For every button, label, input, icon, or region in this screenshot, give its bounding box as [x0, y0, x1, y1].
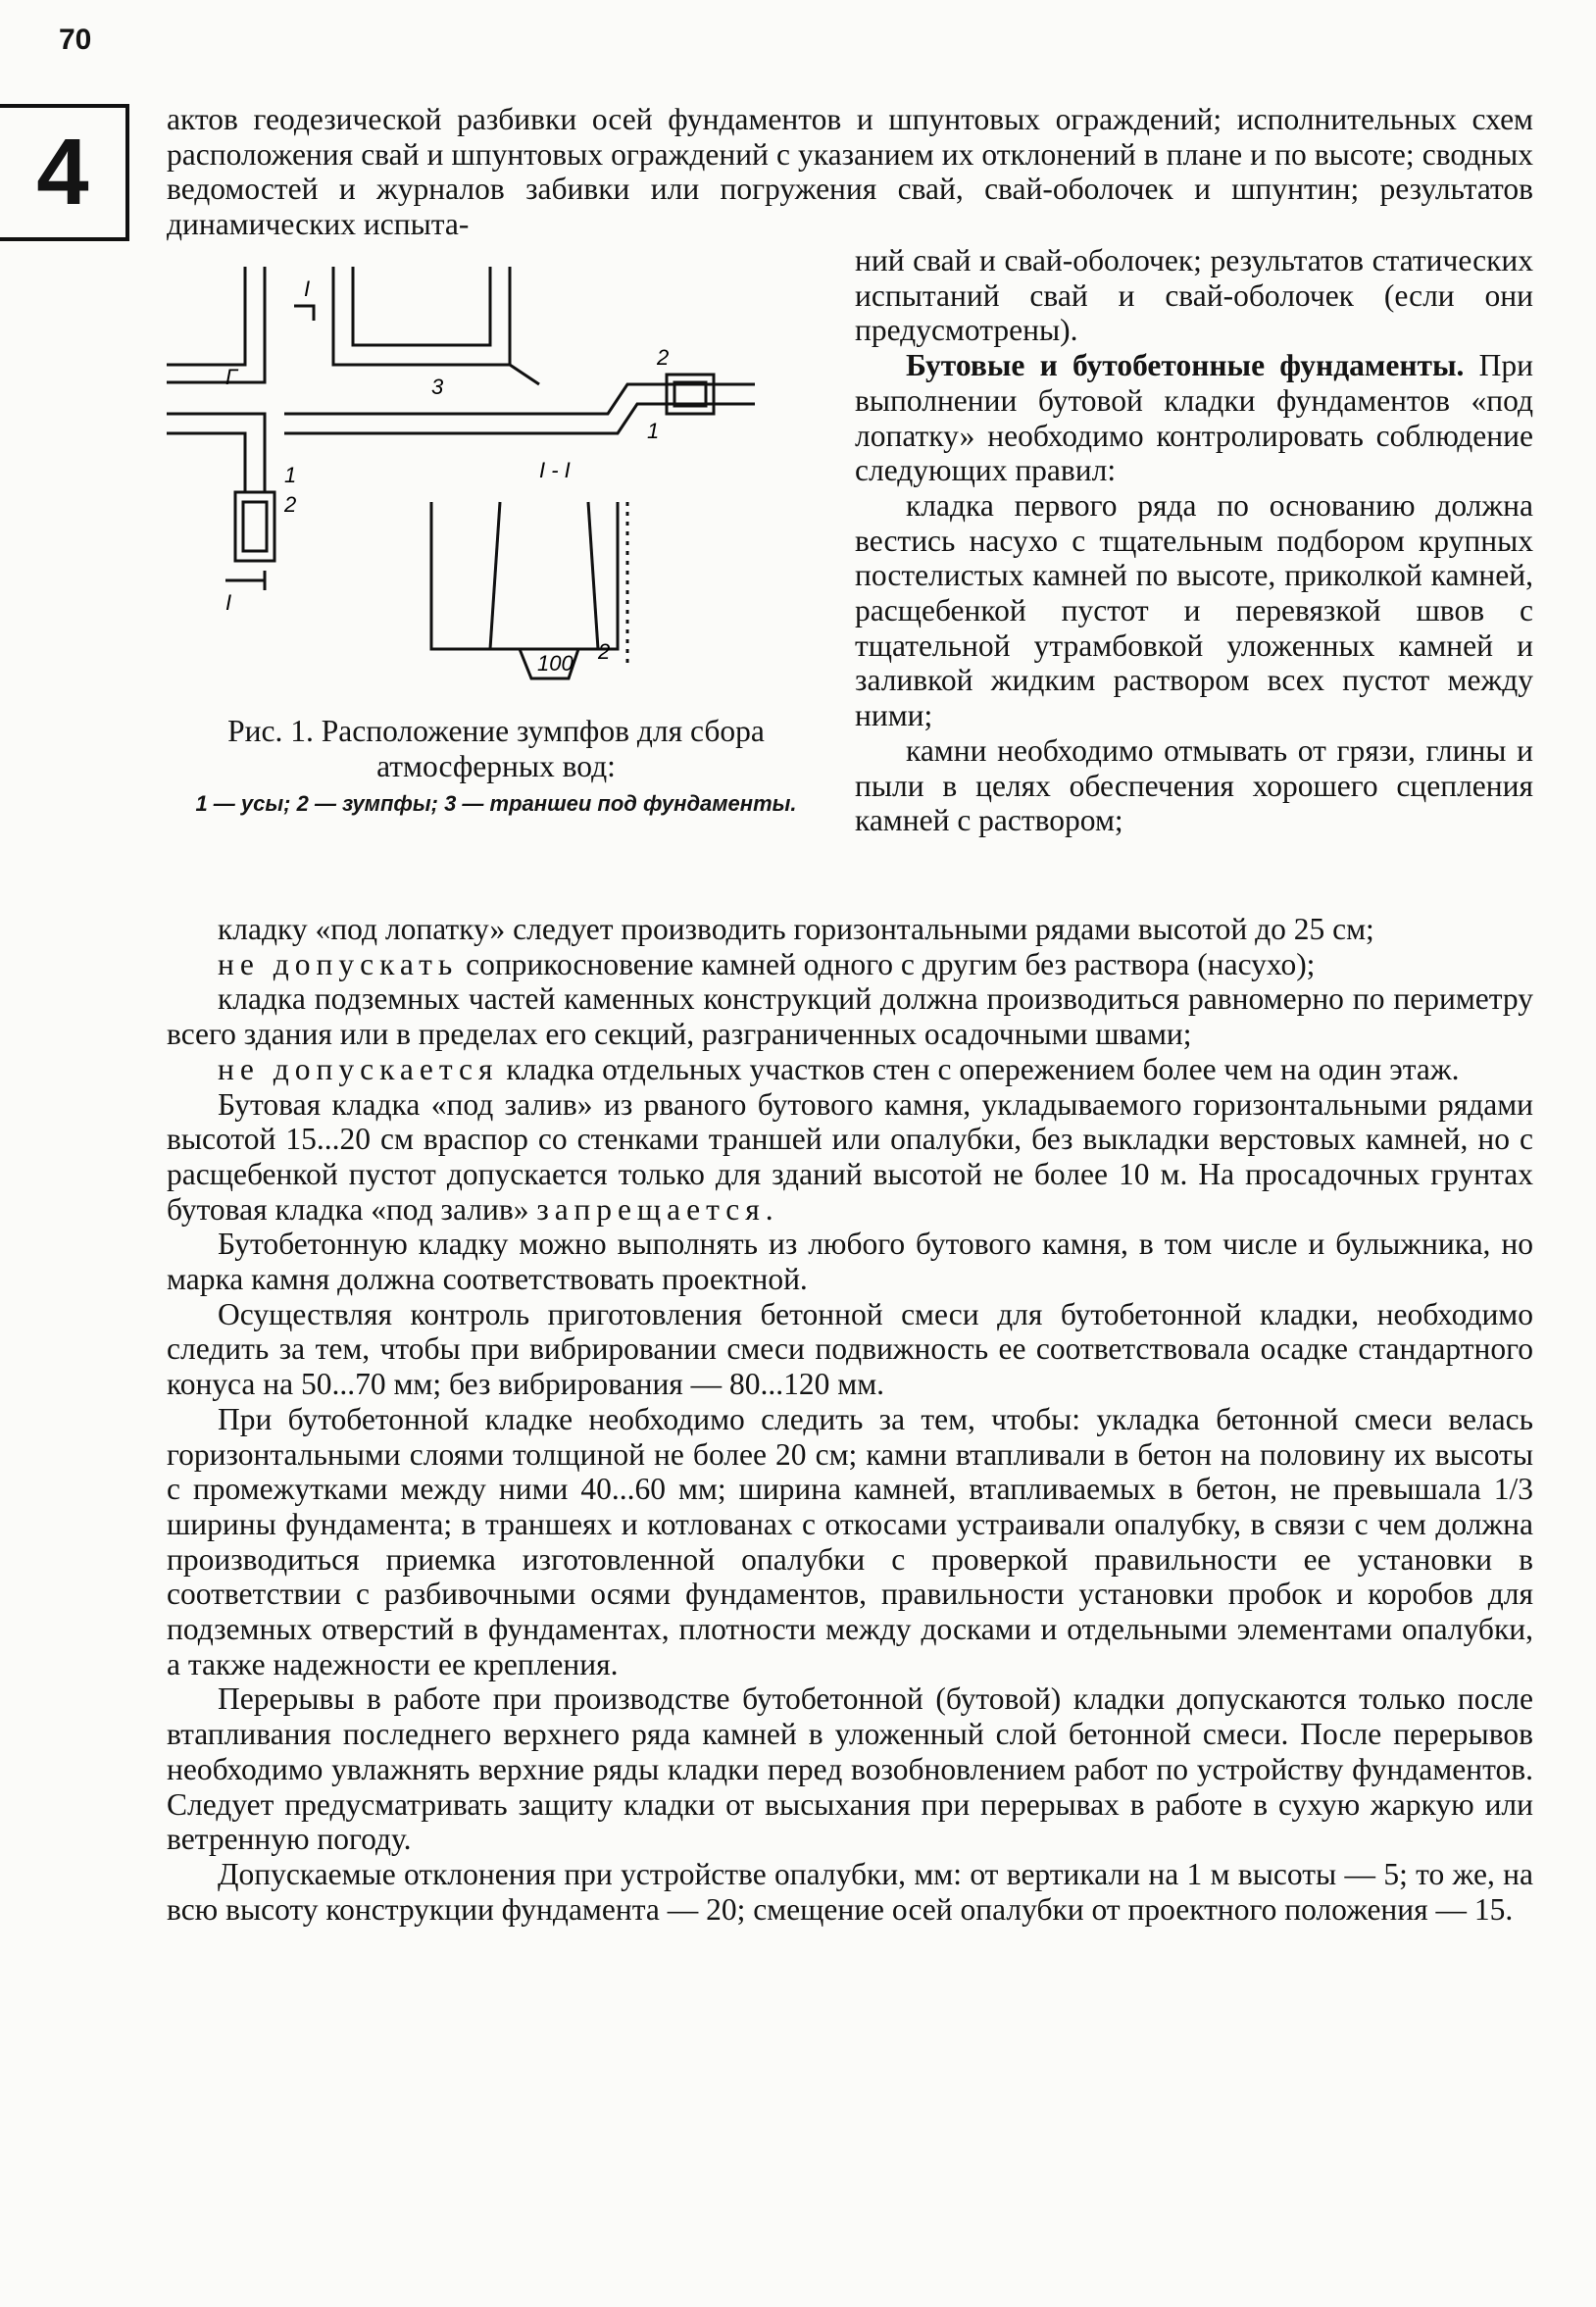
- trench-plan-diagram: [167, 267, 825, 718]
- pour-masonry-text: Бутовая кладка «под залив» из рваного бутового камня, укладываемого горизонтальными рядами высотой 15...20 см враспор со стенками траншей или опалубки, без выкладки верстовых камней, но с расщебенкой пустот допускается только для зданий высотой не более 10 м. На просадочных грунтах бутовая кладка «под залив»: [167, 1086, 1533, 1227]
- right-column-text: [855, 243, 1533, 838]
- chapter-tab: 4: [0, 104, 129, 241]
- dimension-100: 100: [537, 651, 574, 676]
- page-number: 70: [59, 24, 92, 56]
- section-mark-top: I: [304, 276, 311, 301]
- rule-no-advance: [167, 1052, 1533, 1087]
- label-3: 3: [431, 375, 444, 399]
- paragraph-rubble-concrete: Бутобетонную кладку можно выполнять из любого бутового камня, в том числе и булыжника, но марка камня должна соответствовать проектной.: [167, 1227, 1533, 1297]
- emphasis-prohibited: запрещается: [536, 1191, 766, 1227]
- caption-title: Рис. 1. Расположение зумпфов для сбора атмосферных вод:: [227, 714, 765, 783]
- paragraph-work-breaks: Перерывы в работе при производстве бутобетонной (бутовой) кладки допускаются только после втапливания последнего верхнего ряда камней в уложенный слой бетонной смеси. После перерывов необходимо увлажнять верхние ряды кладки перед возобновлением работ по устройству фундаментов. Следует предусматривать защиту кладки от высыхания при перерывах в работе в сухую жаркую или ветренную погоду.: [167, 1681, 1533, 1857]
- rule-no-dry-contact: [167, 947, 1533, 982]
- label-g: Г: [225, 365, 237, 389]
- section-heading-rest: При выполнении бутовой кладки фундаментов «под лопатку» необходимо контролировать соблюдение следующих правил:: [855, 348, 1534, 488]
- pour-masonry-end: .: [765, 1191, 773, 1227]
- section-heading: Бутовые и бутобетонные фундаменты.: [906, 348, 1465, 383]
- label-2-left: 2: [284, 492, 297, 517]
- paragraph-tolerances: Допускаемые отклонения при устройстве опалубки, мм: от вертикали на 1 м высоты — 5; то же, на всю высоту конструкции фундамента — 20; смещение осей опалубки от проектного положения — 15.: [167, 1856, 1533, 1927]
- section-mark-bottom: I: [225, 590, 232, 615]
- rule-no-dry-contact-text: соприкосновение камней одного с другим без раствора (насухо);: [458, 946, 1316, 981]
- label-1-left: 1: [284, 463, 297, 487]
- paragraph-pour-masonry: [167, 1087, 1533, 1228]
- emphasis-not-permitted: не допускается: [218, 1051, 499, 1086]
- intro-text: [167, 102, 1533, 242]
- label-2-section: 2: [598, 639, 611, 664]
- trench-sump-figure: [167, 267, 825, 718]
- main-text: [167, 912, 1533, 1927]
- intro-paragraph: актов геодезической разбивки осей фундаментов и шпунтовых ограждений; исполнительных схем расположения свай и шпунтовых ограждений с указанием их отклонений в плане и по высоте; сводных ведомостей и журналов забивки или погружения свай, свай-оболочек и шпунтин; результатов динамических испыта-: [167, 102, 1533, 242]
- emphasis-not-allow: не допускать: [218, 946, 459, 981]
- intro-continuation: ний свай и свай-оболочек; результатов статических испытаний свай и свай-оболочек (если они предусмотрены).: [855, 243, 1533, 348]
- rule-first-row: кладка первого ряда по основанию должна вестись насухо с тщательным подбором крупных постелистых камней по высоте, приколкой камней, расщебенкой пустот и перевязкой швов с тщательной утрамбовкой уложенных камней и заливкой жидким раствором всех пустот между ними;: [855, 487, 1533, 733]
- paragraph-mix-control: Осуществляя контроль приготовления бетонной смеси для бутобетонной кладки, необходимо следить за тем, чтобы при вибрировании смеси подвижность ее соответствовала осадке стандартного конуса на 50...70 мм; без вибрирования — 80...120 мм.: [167, 1296, 1533, 1402]
- section-label: I - I: [539, 458, 571, 482]
- rule-horizontal-rows: кладку «под лопатку» следует производить горизонтальными рядами высотой до 25 см;: [218, 912, 1374, 946]
- rule-wash-stones: камни необходимо отмывать от грязи, глины и пыли в целях обеспечения хорошего сцепления камней с раствором;: [855, 732, 1533, 838]
- rule-no-advance-text: кладка отдельных участков стен с опережением более чем на один этаж.: [498, 1051, 1460, 1086]
- section-heading-paragraph: [855, 348, 1533, 488]
- caption-legend: 1 — усы; 2 — зумпфы; 3 — траншеи под фундаменты.: [195, 791, 797, 816]
- label-2-top: 2: [657, 345, 670, 370]
- label-1-right: 1: [647, 419, 660, 443]
- figure-caption: [167, 714, 825, 817]
- rule-underground-parts: кладка подземных частей каменных конструкций должна производиться равномерно по периметру всего здания или в пределах его секций, разграниченных осадочными швами;: [167, 981, 1533, 1052]
- paragraph-laying-checks: При бутобетонной кладке необходимо следить за тем, чтобы: укладка бетонной смеси велась горизонтальными слоями толщиной не более 20 см; камни втапливали в бетон на половину их высоты с промежутками между ними 40...60 мм; ширина камней, втапливаемых в бетон, не превышала 1/3 ширины фундамента; в траншеях и котлованах с откосами устраивали опалубку, в связи с чем должна производиться приемка изготовленной опалубки с проверкой правильности ее установки в соответствии с разбивочными осями фундаментов, правильности установки пробок и коробов для подземных отверстий в фундаментах, плотности между досками и отдельными элементами опалубки, а также надежности ее крепления.: [167, 1401, 1533, 1681]
